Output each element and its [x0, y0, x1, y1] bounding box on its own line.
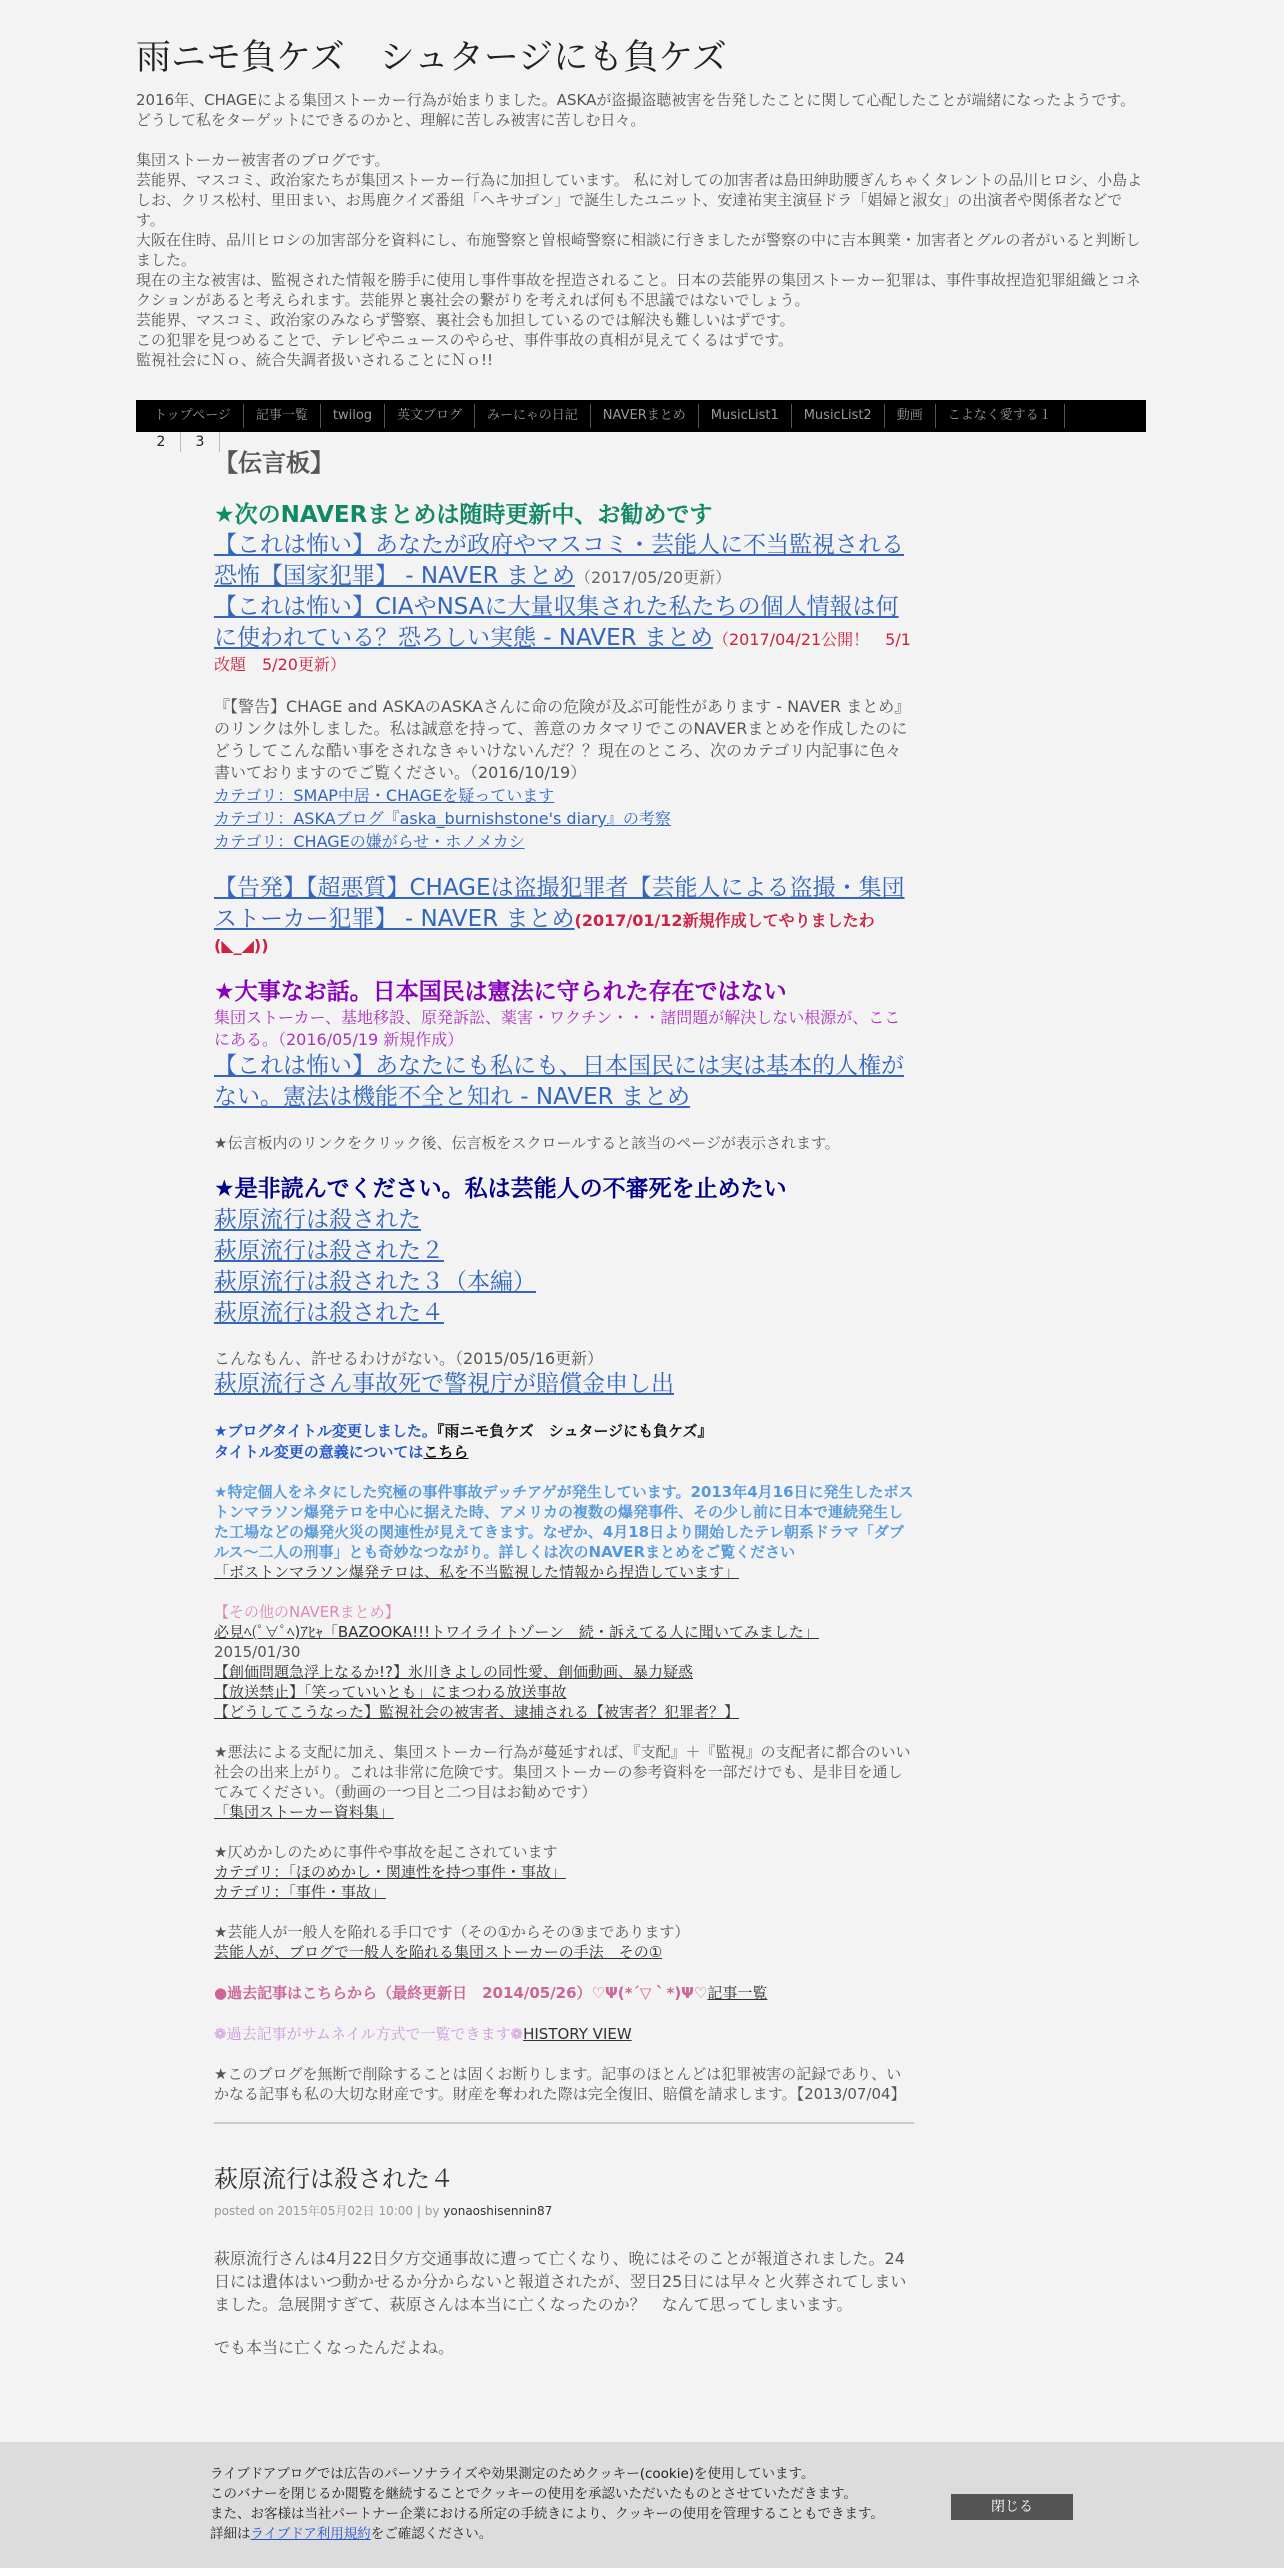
tokutei-text: ★特定個人をネタにした究極の事件事故デッチアゲが発生しています。2013年4月16日に発生したボストンマラソン爆発テロを中心に据えた時、アメリカの複数の爆発事件、その少し前に日本で連続発生した工場などの爆発火災の関連性が見えてきます。なぜか、4月18日より開始したテレ朝系ドラマ「ダブルス～二人の刑事」とも奇妙なつながり。詳しくは次のNAVERまとめをご覧ください: [214, 1483, 914, 1561]
post-paragraph: でも本当に亡くなったんだよね。: [214, 2338, 455, 2357]
desc-line: この犯罪を見つめることで、テレビやニュースのやらせ、事件事故の真相が見えてくるはずです。: [136, 331, 794, 349]
aku-text: ★悪法による支配に加え、集団ストーカー行為が蔓延すれば、『支配』＋『監視』の支配者に都合のいい社会の出来上がり。これは非常に危険です。集団ストーカーの参考資料を一部だけでも、是非目を通してみてください。（動画の一つ目と二つ目はお勧めです）: [214, 1743, 911, 1801]
desc-line: 芸能界、マスコミ、政治家たちが集団ストーカー行為に加担しています。 私に対しての加害者は島田紳助腰ぎんちゃくタレントの品川ヒロシ、小島よしお、クリス松村、里田まい、お馬鹿クイズ番組「ヘキサゴン」で誕生したユニット、安達祐実主演昼ドラ「娼婦と淑女」の出演者や関係者などです。: [136, 171, 1143, 229]
honomekashi-link[interactable]: カテゴリ：「ほのめかし・関連性を持つ事件・事故」: [214, 1863, 566, 1881]
cookie-banner: [0, 2442, 1284, 2568]
naver-link-cia-nsa[interactable]: 【これは怖い】CIAやNSAに大量収集された私たちの個人情報は何に使われている？恐ろしい実態 - NAVER まとめ: [214, 594, 899, 651]
desc-line: 芸能界、マスコミ、政治家のみならず警察、裏社会も加担しているのでは解決も難しいはずです。: [136, 311, 795, 329]
hagiwara-link[interactable]: 萩原流行は殺された３（本編）: [214, 1269, 536, 1295]
past-articles-link[interactable]: 記事一覧: [707, 1984, 768, 2002]
kokuhatsu-note: (2017/01/12新規作成してやりましたわ(◣_◢)): [214, 911, 875, 955]
page-link-2[interactable]: 2: [142, 432, 181, 452]
page-link-3[interactable]: 3: [181, 432, 220, 452]
main-content: [214, 446, 914, 2359]
other-naver-link[interactable]: 【どうしてこうなった】監視社会の被害者、逮捕される【被害者？犯罪者？】: [214, 1703, 740, 1721]
desc-line: 現在の主な被害は、監視された情報を勝手に使用し事件事故を捏造されること。日本の芸能界の集団ストーカー犯罪は、事件事故捏造犯罪組織とコネクションがあると考えられます。芸能界と裏社会の繋がりを考えれば何も不思議ではないでしょう。: [136, 271, 1141, 309]
global-nav: [136, 400, 1146, 432]
desc-line: 集団ストーカー被害者のブログです。: [136, 151, 390, 169]
post-author[interactable]: yonaoshisennin87: [443, 2204, 553, 2218]
nav-item-twilog[interactable]: twilog: [321, 404, 385, 428]
cookie-line: ライブドアブログでは広告のパーソナライズや効果測定のためクッキー(cookie)を使用しています。: [210, 2466, 815, 2482]
cookie-line: [210, 2524, 930, 2544]
kenpo-link[interactable]: 【これは怖い】あなたにも私にも、日本国民には実は基本的人権がない。憲法は機能不全と知れ - NAVER まとめ: [214, 1053, 904, 1110]
boston-link[interactable]: 「ボストンマラソン爆発テロは、私を不当監視した情報から捏造しています」: [214, 1563, 740, 1581]
post-meta-prefix: posted on: [214, 2204, 274, 2218]
yurusenai-text: こんなもん、許せるわけがない。（2015/05/16更新）: [214, 1349, 604, 1368]
blog-header: [136, 36, 1146, 370]
category-link[interactable]: カテゴリ：CHAGEの嫌がらせ・ホノメカシ: [214, 832, 525, 851]
kenpo-text: 集団ストーカー、基地移設、原発訴訟、薬害・ワクチン・・・諸問題が解決しない根源が、ここにある。（2016/05/19 新規作成）: [214, 1008, 901, 1049]
title-change-label: ★ブログタイトル変更しました。: [214, 1422, 437, 1440]
post-paragraph: 萩原流行さんは4月22日夕方交通事故に遭って亡くなり、晩にはそのことが報道されました。24日には遺体はいつ動かせるか分からないと報道されたが、翌日25日には早々と火葬されてしまいました。急展開すぎて、萩原さんは本当に亡くなったのか？ なんて思ってしまいます。: [214, 2249, 907, 2314]
site-description: [136, 90, 1146, 370]
cookie-line: また、お客様は当社パートナー企業における所定の手続きにより、クッキーの使用を管理することもできます。: [210, 2506, 884, 2522]
board-title: 【伝言板】: [214, 449, 334, 477]
nav-item-favorites[interactable]: こよなく愛する１: [936, 404, 1065, 428]
honomekashi-link[interactable]: カテゴリ：「事件・事故」: [214, 1883, 386, 1901]
hagiwara-link[interactable]: 萩原流行は殺された２: [214, 1238, 444, 1264]
warning-text: 『【警告】CHAGE and ASKAのASKAさんに命の危険が及ぶ可能性があります - NAVER まとめ』のリンクは外しました。私は誠意を持って、善意のカタマリでこのNAVERまとめを作成したのにどうしてこんな酷い事をされなきゃいけないんだ？？現在のところ、次のカテゴリ内記事に色々書いておりますのでご覧ください。（2016/10/19）: [214, 697, 911, 782]
category-link[interactable]: カテゴリ：ASKAブログ『aska_burnishstone's diary』の考察: [214, 809, 671, 828]
history-view-label: ❁過去記事がサムネイル方式で一覧できます❁: [214, 2025, 524, 2043]
naver-link-surveillance[interactable]: 【これは怖い】あなたが政府やマスコミ・芸能人に不当監視される恐怖【国家犯罪】 - NAVER まとめ: [214, 532, 904, 589]
title-change-link[interactable]: こちら: [423, 1443, 469, 1461]
final-note: ★このブログを無断で削除することは固くお断りします。記事のほとんどは犯罪被害の記録であり、いかなる記事も私の大切な財産です。財産を奪われた際は完全復旧、賠償を請求します。【2013/07/04】: [214, 2065, 906, 2103]
divider: [214, 2122, 914, 2124]
cookie-line: このバナーを閉じるか閲覧を継続することでクッキーの使用を承認いただいたものとさせていただきます。: [210, 2486, 857, 2502]
other-naver-link[interactable]: 【創価問題急浮上なるか!?】氷川きよしの同性愛、創価動画、暴力疑惑: [214, 1663, 693, 1681]
cookie-line-prefix: 詳細は: [210, 2526, 251, 2542]
nav-item-diary[interactable]: みーにゃの日記: [475, 404, 591, 428]
post-body: [214, 2247, 914, 2359]
other-naver-date: 2015/01/30: [214, 1643, 301, 1661]
history-view-link[interactable]: HISTORY VIEW: [523, 2025, 632, 2043]
cookie-line-suffix: をご確認ください。: [370, 2526, 493, 2542]
desc-line: 2016年、CHAGEによる集団ストーカー行為が始まりました。ASKAが盗撮盗聴被害を告発したことに関して心配したことが端緒になったようです。 どうして私をターゲットにできるのかと、理解に苦しみ被害に苦しむ日々。: [136, 91, 1136, 129]
naver-link-note: （2017/04/21公開！ 5/1改題 5/20更新）: [214, 630, 911, 674]
desc-line: 大阪在住時、品川ヒロシの加害部分を資料にし、布施警察と曽根崎警察に相談に行きましたが警察の中に吉本興業・加害者とグルの者がいると判断しました。: [136, 231, 1141, 269]
other-naver-link[interactable]: 【放送禁止】「笑っていいとも」にまつわる放送事故: [214, 1683, 567, 1701]
shiryo-link[interactable]: 「集団ストーカー資料集」: [214, 1803, 394, 1821]
other-naver-heading: 【その他のNAVERまとめ】: [214, 1603, 400, 1621]
kokuhatsu-link[interactable]: 【告発】【超悪質】CHAGEは盗撮犯罪者【芸能人による盗撮・集団ストーカー犯罪】 - NAVER まとめ: [214, 875, 905, 932]
honomekashi-text: ★仄めかしのために事件や事故を起こされています: [214, 1843, 558, 1861]
title-change-meaning: タイトル変更の意義については: [214, 1443, 424, 1461]
kenpo-heading: ★大事なお話。日本国民は憲法に守られた存在ではない: [214, 979, 787, 1005]
hagiwara-heading: ★是非読んでください。私は芸能人の不審死を止めたい: [214, 1176, 787, 1202]
hagiwara-link[interactable]: 萩原流行は殺された４: [214, 1300, 444, 1326]
board-note: ★伝言板内のリンクをクリック後、伝言板をスクロールすると該当のページが表示されます。: [214, 1134, 840, 1152]
cookie-text: [210, 2464, 930, 2544]
other-naver-link[interactable]: 必見ﾍ(ﾟ∀ﾟﾍ)ｱﾋｬ「BAZOOKA!!!トワイライトゾーン 続・訴えてる人に聞いてみました」: [214, 1623, 819, 1641]
hagiwara-link[interactable]: 萩原流行は殺された: [214, 1207, 421, 1233]
site-title[interactable]: 雨ニモ負ケズ シュタージにも負ケズ: [136, 38, 727, 78]
hagiwara-news-link[interactable]: 萩原流行さん事故死で警視庁が賠償金申し出: [214, 1371, 674, 1397]
naver-link-note: （2017/05/20更新）: [574, 568, 732, 587]
nav-item-musiclist2[interactable]: MusicList2: [792, 404, 885, 428]
nav-item-articles[interactable]: 記事一覧: [244, 404, 321, 428]
title-change-value: 『雨ニモ負ケズ シュタージにも負ケズ』: [436, 1422, 713, 1440]
pager: [142, 432, 220, 452]
nav-item-top[interactable]: トップページ: [142, 404, 244, 428]
nav-item-musiclist1[interactable]: MusicList1: [699, 404, 792, 428]
post-meta: [214, 2202, 914, 2219]
post-title[interactable]: 萩原流行は殺された４: [214, 2165, 454, 2193]
past-articles-label: ●過去記事はこちらから（最終更新日 2014/05/26）♡Ψ(*´▽｀*)Ψ♡: [214, 1984, 708, 2002]
desc-line: 監視社会にＮｏ、統合失調者扱いされることにＮｏ!!: [136, 351, 494, 369]
naver-heading: ★次のNAVERまとめは随時更新中、お勧めです: [214, 502, 713, 528]
post-time-link[interactable]: 10:00: [378, 2204, 414, 2218]
geino-link[interactable]: 芸能人が、ブログで一般人を陥れる集団ストーカーの手法 その①: [214, 1943, 663, 1961]
cookie-close-button[interactable]: 閉じる: [951, 2494, 1073, 2520]
category-link[interactable]: カテゴリ：SMAP中居・CHAGEを疑っています: [214, 786, 555, 805]
nav-item-naver[interactable]: NAVERまとめ: [591, 404, 699, 428]
post-meta-by: | by: [416, 2204, 440, 2218]
nav-item-english-blog[interactable]: 英文ブログ: [385, 404, 475, 428]
geino-text: ★芸能人が一般人を陥れる手口です（その①からその③まであります）: [214, 1923, 690, 1941]
post-date-link[interactable]: 2015年05月02日: [277, 2204, 375, 2218]
terms-link[interactable]: ライブドア利用規約: [250, 2526, 371, 2542]
nav-item-video[interactable]: 動画: [885, 404, 936, 428]
